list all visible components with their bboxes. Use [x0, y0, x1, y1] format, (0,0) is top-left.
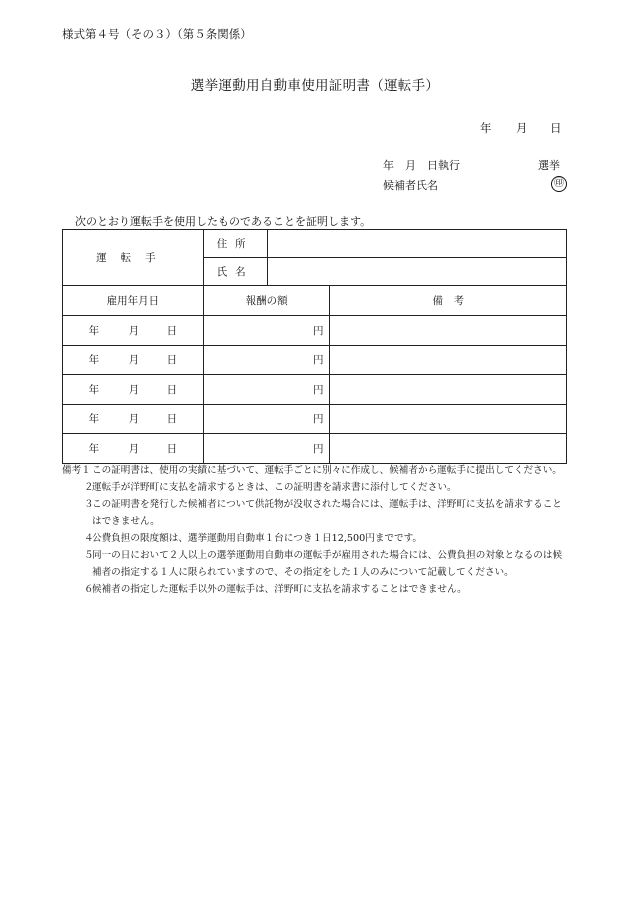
intro-text: 次のとおり運転手を使用したものであることを証明します。 — [75, 215, 372, 228]
driver-label: 運転手 — [63, 230, 204, 286]
certificate-table — [62, 229, 567, 464]
notes-section — [62, 462, 567, 598]
year-label: 年 — [88, 354, 100, 367]
year-label: 年 — [88, 324, 100, 337]
yen-label: 円 — [312, 354, 324, 367]
day-label: 日 — [166, 383, 178, 396]
year-label: 年 — [480, 121, 492, 135]
table-row — [63, 375, 567, 405]
employment-date-cell[interactable] — [63, 345, 204, 375]
day-label: 日 — [550, 121, 562, 135]
issue-date — [480, 120, 562, 136]
election-suffix: 選挙 — [538, 159, 560, 172]
note-text: 公費負担の限度額は、選挙運動用自動車１台につき１日12,500円までです。 — [92, 533, 423, 544]
remarks-cell[interactable] — [330, 434, 567, 464]
table-row — [63, 404, 567, 434]
pay-amount-cell[interactable] — [203, 375, 330, 405]
note-number: ３ — [84, 499, 94, 510]
note-number: ４ — [84, 533, 94, 544]
yen-label: 円 — [312, 442, 324, 455]
employment-date-cell[interactable] — [63, 375, 204, 405]
note-number: ６ — [84, 584, 94, 595]
yen-label: 円 — [312, 324, 324, 337]
year-label: 年 — [88, 442, 100, 455]
day-label: 日 — [166, 442, 178, 455]
seal-mark: ㊞ — [551, 176, 567, 192]
note-text: 運転手が洋野町に支払を請求するときは、この証明書を請求書に添付してください。 — [92, 482, 457, 493]
table-row — [63, 316, 567, 346]
note-number: 備考１ — [62, 465, 91, 476]
note-item — [62, 581, 567, 598]
header-employment-date: 雇用年月日 — [63, 286, 204, 316]
note-item — [62, 479, 567, 496]
yen-label: 円 — [312, 383, 324, 396]
note-item — [62, 462, 567, 479]
yen-label: 円 — [312, 413, 324, 426]
year-label: 年 — [88, 383, 100, 396]
candidate-name-label: 候補者氏名 — [383, 179, 438, 192]
pay-amount-cell[interactable] — [203, 345, 330, 375]
note-text: この証明書を発行した候補者について供託物が没収された場合には、運転手は、洋野町に支払を請求することはできません。 — [92, 499, 562, 527]
address-field[interactable] — [267, 230, 566, 258]
month-label: 月 — [128, 413, 140, 426]
year-label: 年 — [88, 413, 100, 426]
remarks-cell[interactable] — [330, 345, 567, 375]
address-label: 住所 — [203, 230, 267, 258]
form-number: 様式第４号（その３）（第５条関係） — [62, 27, 252, 41]
page-title: 選挙運動用自動車使用証明書（運転手） — [190, 78, 440, 94]
month-label: 月 — [128, 324, 140, 337]
note-item — [62, 547, 567, 581]
table-row — [63, 345, 567, 375]
name-field[interactable] — [267, 258, 566, 286]
note-item — [62, 530, 567, 547]
remarks-cell[interactable] — [330, 316, 567, 346]
day-label: 日 — [166, 324, 178, 337]
employment-date-cell[interactable] — [63, 316, 204, 346]
employment-date-cell[interactable] — [63, 434, 204, 464]
note-text: 候補者の指定した運転手以外の運転手は、洋野町に支払を請求することはできません。 — [92, 584, 467, 595]
employment-date-cell[interactable] — [63, 404, 204, 434]
month-label: 月 — [128, 442, 140, 455]
header-remarks: 備 考 — [330, 286, 567, 316]
day-label: 日 — [166, 413, 178, 426]
month-label: 月 — [128, 354, 140, 367]
note-text: この証明書は、使用の実績に基づいて、運転手ごとに別々に作成し、候補者から運転手に提出してください。 — [92, 465, 562, 476]
day-label: 日 — [166, 354, 178, 367]
pay-amount-cell[interactable] — [203, 404, 330, 434]
note-text: 同一の日において２人以上の選挙運動用自動車の運転手が雇用された場合には、公費負担の対象となるのは候補者の指定する１人に限られていますので、その指定をした１人のみについて記載してください。 — [92, 550, 563, 578]
note-number: ５ — [84, 550, 94, 561]
header-pay-amount: 報酬の額 — [203, 286, 330, 316]
note-item — [62, 496, 567, 530]
month-label: 月 — [516, 121, 528, 135]
pay-amount-cell[interactable] — [203, 434, 330, 464]
note-number: ２ — [84, 482, 94, 493]
name-label: 氏名 — [203, 258, 267, 286]
month-label: 月 — [128, 383, 140, 396]
election-date-line: 年 月 日執行 — [383, 159, 460, 172]
table-row — [63, 434, 567, 464]
remarks-cell[interactable] — [330, 375, 567, 405]
remarks-cell[interactable] — [330, 404, 567, 434]
pay-amount-cell[interactable] — [203, 316, 330, 346]
